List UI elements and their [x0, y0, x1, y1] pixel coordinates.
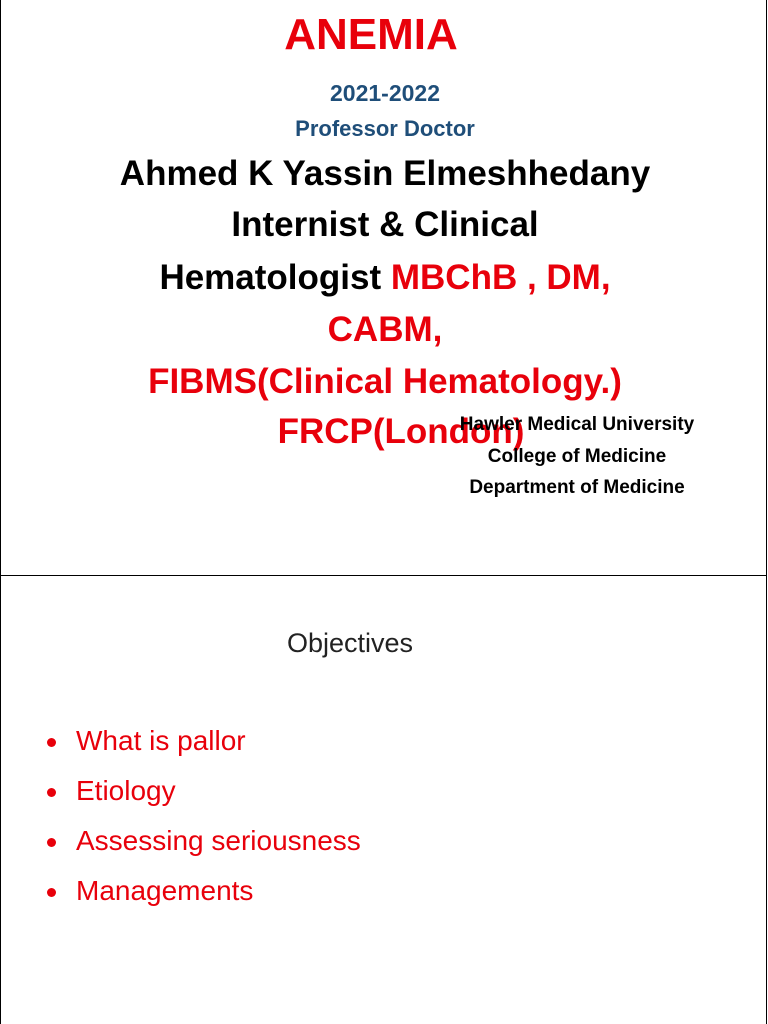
credential-frcp: FRCP(London)	[277, 412, 525, 451]
objectives-heading: Objectives	[287, 628, 414, 658]
author-role-credentials	[1, 258, 768, 298]
list-item-text: Etiology	[76, 775, 176, 806]
author-role-continued: Hematologist	[159, 258, 391, 297]
affiliation-college: College of Medicine	[487, 446, 667, 467]
slide-title-heading: ANEMIA	[284, 10, 458, 59]
list-item-text: Assessing seriousness	[76, 825, 361, 856]
credentials-degrees: MBChB , DM,	[390, 258, 611, 297]
list-item	[47, 866, 361, 916]
author-name: Ahmed K Yassin Elmeshhedany	[119, 154, 651, 193]
affiliation-department: Department of Medicine	[469, 477, 685, 498]
objectives-list	[47, 716, 361, 916]
list-item	[47, 766, 361, 816]
credential-fibms: FIBMS(Clinical Hematology.)	[148, 362, 622, 401]
academic-year: 2021-2022	[330, 80, 440, 106]
author-role: Internist & Clinical	[231, 205, 539, 244]
bullet-icon	[47, 788, 56, 797]
credential-cabm: CABM,	[327, 310, 443, 349]
bullet-icon	[47, 888, 56, 897]
list-item	[47, 716, 361, 766]
affiliation-university: Hawler Medical University	[459, 414, 695, 435]
bullet-icon	[47, 738, 56, 747]
list-item-text: Managements	[76, 875, 254, 906]
list-item-text: What is pallor	[76, 725, 246, 756]
slide-objectives	[0, 575, 767, 1024]
professor-title: Professor Doctor	[295, 116, 475, 141]
bullet-icon	[47, 838, 56, 847]
list-item	[47, 816, 361, 866]
